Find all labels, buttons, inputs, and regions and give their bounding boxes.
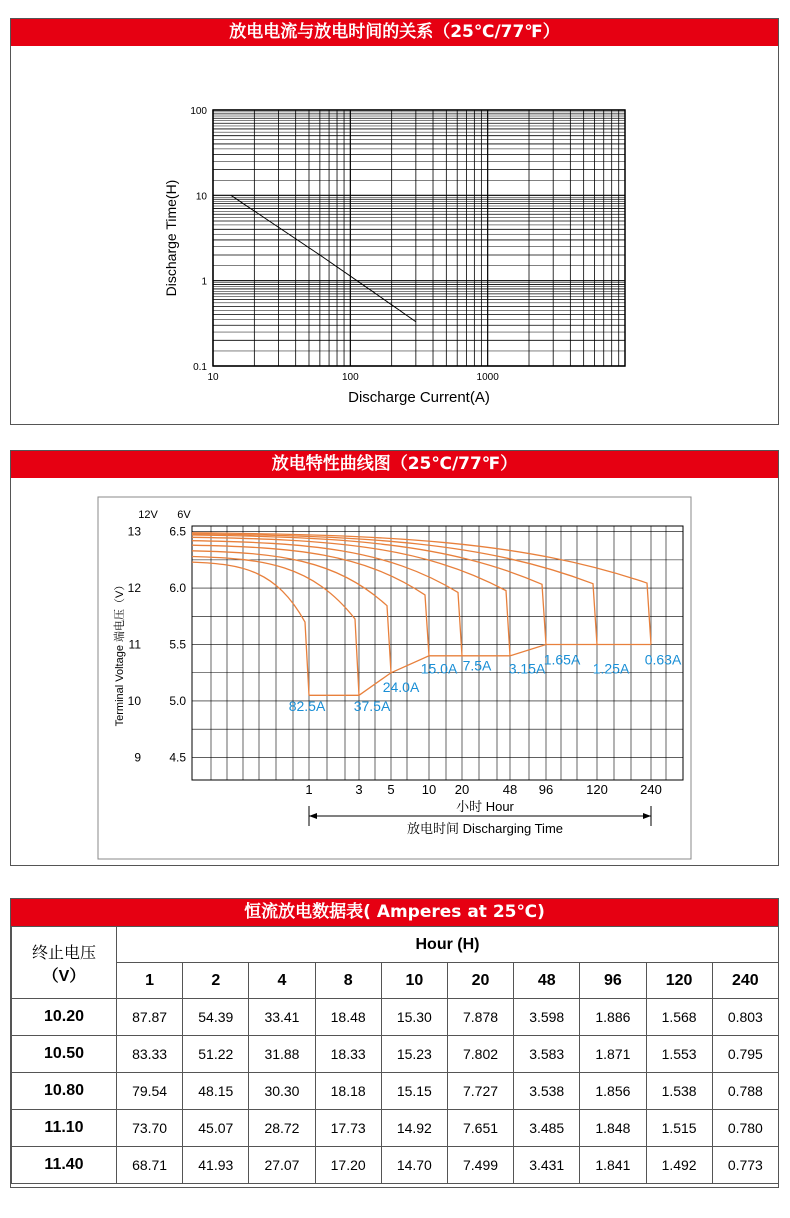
y-tick-label-12v: 11	[128, 637, 141, 652]
x-tick-label: 100	[341, 372, 359, 383]
table-cell: 1.538	[646, 1073, 712, 1110]
series-label: 1.25A	[592, 660, 630, 677]
table-cell: 83.33	[117, 1036, 183, 1073]
series-curve	[192, 551, 391, 673]
row-label: 10.80	[12, 1073, 117, 1110]
panel-title: 放电电流与放电时间的关系（25℃/77℉）	[11, 19, 778, 46]
series-label: 37.5A	[353, 697, 391, 714]
y-tick-label-12v: 10	[127, 693, 141, 708]
column-header: 120	[646, 963, 712, 999]
table-cell: 15.15	[381, 1073, 447, 1110]
x-tick-label: 1	[305, 782, 313, 797]
table-cell: 18.18	[315, 1073, 381, 1110]
table-cell: 0.773	[712, 1147, 778, 1184]
table-cell: 28.72	[249, 1110, 315, 1147]
table-row	[12, 1036, 779, 1073]
table-cell: 51.22	[183, 1036, 249, 1073]
table-cell: 79.54	[117, 1073, 183, 1110]
table-row	[12, 1110, 779, 1147]
x-tick-label: 48	[502, 782, 518, 797]
x-tick-label: 5	[387, 782, 395, 797]
column-header: 10	[381, 963, 447, 999]
column-header: 96	[580, 963, 646, 999]
panel-title: 放电特性曲线图（25℃/77℉）	[11, 451, 778, 478]
y-axis-label: Discharge Time(H)	[163, 179, 179, 297]
x-tick-label: 96	[538, 782, 554, 797]
series-curve	[192, 562, 309, 695]
table-cell: 7.802	[447, 1036, 513, 1073]
table-cell: 1.848	[580, 1110, 646, 1147]
row-label: 10.50	[12, 1036, 117, 1073]
row-header-cell	[12, 927, 117, 999]
table-cell: 7.499	[447, 1147, 513, 1184]
column-header: 1	[117, 963, 183, 999]
y-tick-label: 1	[201, 276, 207, 288]
y-tick-label-6v: 4.5	[169, 750, 186, 765]
x-tick-label: 20	[454, 782, 470, 797]
table-row	[12, 1147, 779, 1184]
y-tick-label-6v: 6.0	[169, 581, 186, 596]
plot-frame	[192, 526, 683, 780]
row-label: 11.10	[12, 1110, 117, 1147]
table-cell: 7.651	[447, 1110, 513, 1147]
table-cell: 1.886	[580, 999, 646, 1036]
x-tick-label: 10	[207, 372, 219, 383]
x-tick-label: 3	[355, 782, 363, 797]
series-label: 15.0A	[420, 660, 458, 677]
series-curve	[192, 534, 597, 645]
table-cell: 15.30	[381, 999, 447, 1036]
table-cell: 0.803	[712, 999, 778, 1036]
table-row	[12, 999, 779, 1036]
table-cell: 0.788	[712, 1073, 778, 1110]
row-label: 10.20	[12, 999, 117, 1036]
column-header: 20	[447, 963, 513, 999]
y-tick-label-6v: 6.5	[169, 524, 186, 539]
table-cell: 1.568	[646, 999, 712, 1036]
range-arrow-right	[643, 813, 651, 819]
table-cell: 18.33	[315, 1036, 381, 1073]
table-cell: 73.70	[117, 1110, 183, 1147]
column-header: 2	[183, 963, 249, 999]
x-axis-label: Discharge Current(A)	[348, 389, 490, 406]
table-cell: 68.71	[117, 1147, 183, 1184]
discharge-current-time-panel	[10, 18, 779, 425]
plot-frame	[213, 110, 625, 366]
column-header: 8	[315, 963, 381, 999]
table-cell: 0.795	[712, 1036, 778, 1073]
table-cell: 1.841	[580, 1147, 646, 1184]
series-label: 0.63A	[644, 651, 682, 668]
table-cell: 87.87	[117, 999, 183, 1036]
table-cell: 54.39	[183, 999, 249, 1036]
table-cell: 17.73	[315, 1110, 381, 1147]
row-header-unit: （V）	[42, 967, 86, 985]
column-header: 48	[514, 963, 580, 999]
y-tick-label: 100	[190, 106, 207, 117]
panel-title: 恒流放电数据表( Amperes at 25℃)	[11, 899, 778, 926]
table-cell: 14.70	[381, 1147, 447, 1184]
column-header: 240	[712, 963, 778, 999]
series-label: 1.65A	[543, 651, 581, 668]
x-tick-label: 120	[586, 782, 608, 797]
table-cell: 1.871	[580, 1036, 646, 1073]
discharge-data-table	[11, 926, 779, 1184]
y-axis-label: Terminal Voltage 端电压（V）	[114, 579, 126, 727]
table-cell: 1.856	[580, 1073, 646, 1110]
table-cell: 27.07	[249, 1147, 315, 1184]
series-label: 3.15A	[508, 660, 546, 677]
x-tick-label: 10	[421, 782, 437, 797]
discharge-characteristics-panel	[10, 450, 779, 866]
table-row	[12, 1073, 779, 1110]
table-cell: 3.485	[514, 1110, 580, 1147]
series-curve	[192, 535, 546, 645]
y-axis-header-12v: 12V	[138, 509, 158, 521]
series-label: 82.5A	[288, 697, 326, 714]
x-tick-label: 240	[640, 782, 662, 797]
y-tick-label-12v: 12	[127, 581, 141, 596]
constant-current-table-panel	[10, 898, 779, 1188]
y-axis-header-6v: 6V	[177, 509, 191, 521]
table-cell: 18.48	[315, 999, 381, 1036]
table-cell: 3.538	[514, 1073, 580, 1110]
discharge-time-chart	[11, 46, 778, 424]
table-cell: 45.07	[183, 1110, 249, 1147]
x-axis-label-hour: 小时 Hour	[456, 799, 514, 814]
series-curve	[192, 545, 429, 656]
y-tick-label-6v: 5.0	[169, 693, 186, 708]
row-header-title: 终止电压	[31, 944, 96, 962]
table-cell: 41.93	[183, 1147, 249, 1184]
y-tick-label: 0.1	[193, 362, 207, 373]
table-cell: 3.598	[514, 999, 580, 1036]
range-arrow-left	[309, 813, 317, 819]
table-cell: 1.553	[646, 1036, 712, 1073]
y-tick-label-12v: 9	[134, 750, 141, 765]
discharge-curve-chart	[11, 478, 778, 865]
table-cell: 31.88	[249, 1036, 315, 1073]
table-cell: 14.92	[381, 1110, 447, 1147]
table-cell: 15.23	[381, 1036, 447, 1073]
table-cell: 7.727	[447, 1073, 513, 1110]
table-cell: 0.780	[712, 1110, 778, 1147]
y-tick-label-12v: 13	[127, 524, 141, 539]
table-cell: 48.15	[183, 1073, 249, 1110]
table-cell: 1.515	[646, 1110, 712, 1147]
series-label: 24.0A	[382, 678, 420, 695]
y-tick-label-6v: 5.5	[169, 637, 186, 652]
y-tick-label: 10	[195, 191, 207, 203]
table-cell: 33.41	[249, 999, 315, 1036]
table-cell: 7.878	[447, 999, 513, 1036]
table-cell: 3.431	[514, 1147, 580, 1184]
column-group-header: Hour (H)	[117, 927, 779, 963]
row-label: 11.40	[12, 1147, 117, 1184]
series-label: 7.5A	[462, 657, 492, 674]
x-tick-label: 1000	[476, 372, 499, 383]
table-cell: 3.583	[514, 1036, 580, 1073]
table-cell: 17.20	[315, 1147, 381, 1184]
table-cell: 30.30	[249, 1073, 315, 1110]
column-header: 4	[249, 963, 315, 999]
x-axis-label: 放电时间 Discharging Time	[406, 821, 564, 836]
series-curve	[192, 556, 359, 695]
table-cell: 1.492	[646, 1147, 712, 1184]
